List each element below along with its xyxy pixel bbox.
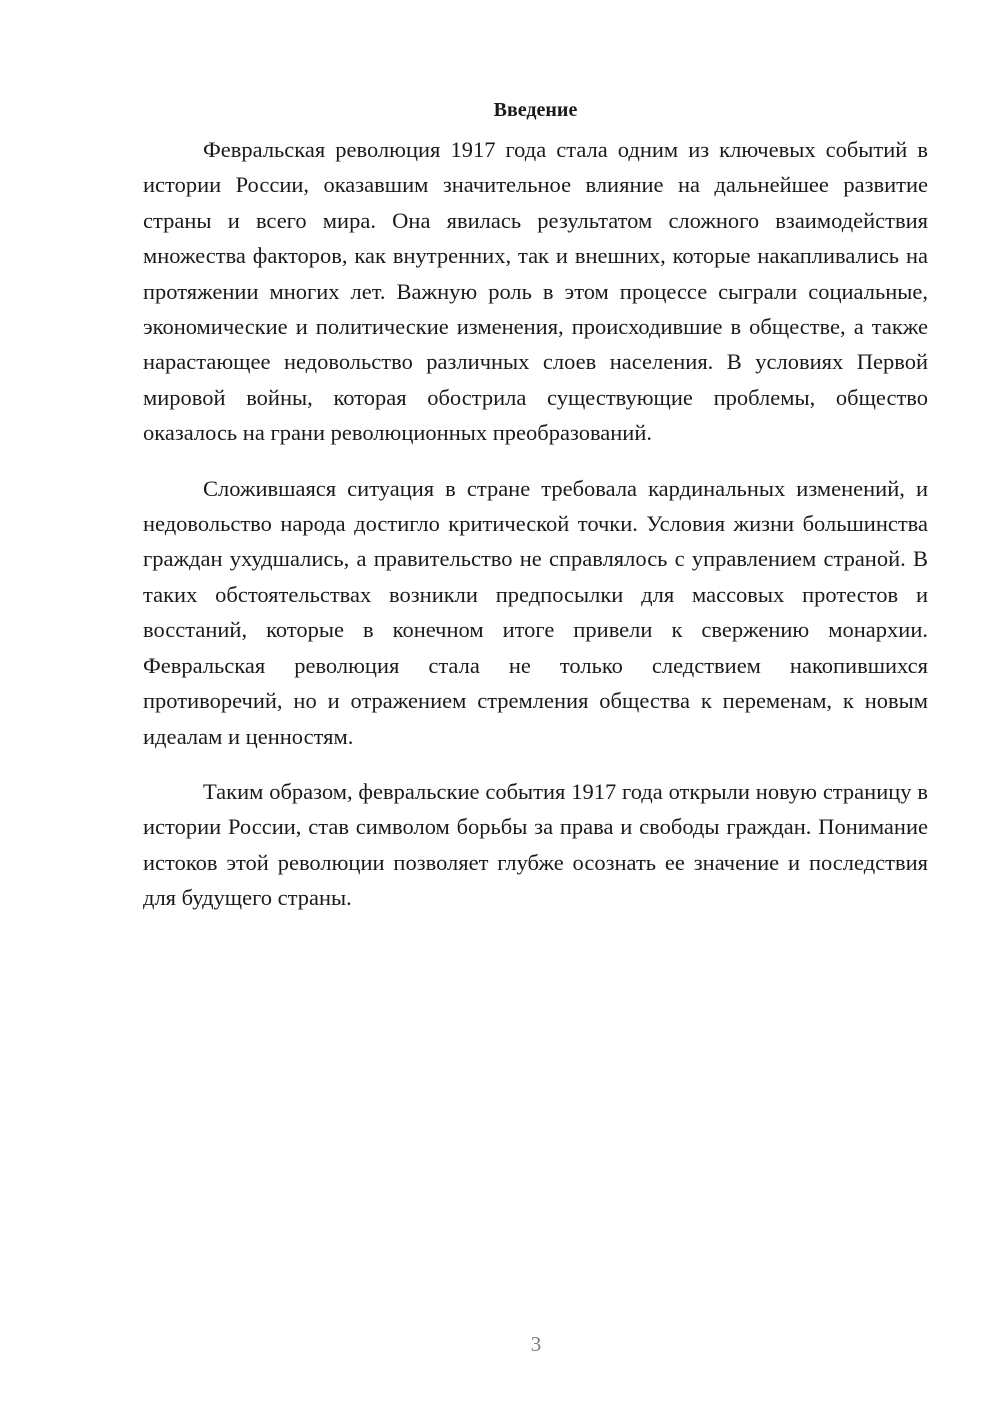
section-heading: Введение xyxy=(493,99,578,121)
paragraph-3: Таким образом, февральские события 1917 года открыли новую страницу в истории России, став символом борьбы за права и свободы граждан. Понимание истоков этой революции позволяет глубже осознать ее значение и последствия для будущего страны. xyxy=(143,778,928,911)
paragraph-1: Февральская революция 1917 года стала одним из ключевых событий в истории России, оказавшим значительное влияние на дальнейшее развитие страны и всего мира. Она явилась результатом сложного взаимодействия множества факторов, как внутренних, так и внешних, которые накапливались на протяжении многих лет. Важную роль в этом процессе сыграли социальные, экономические и политические изменения, происходившие в обществе, а также нарастающее недовольство различных слоев населения. В условиях Первой мировой войны, которая обострила существующие проблемы, общество оказалось на грани революционных преобразований. xyxy=(143,137,928,446)
page-number: 3 xyxy=(530,1332,542,1356)
document-body xyxy=(143,92,928,936)
paragraph-2: Сложившаяся ситуация в стране требовала кардинальных изменений, и недовольство народа достигло критической точки. Условия жизни большинства граждан ухудшались, а правительство не справлялось с управлением страной. В таких обстоятельствах возникли предпосылки для массовых протестов и восстаний, которые в конечном итоге привели к свержению монархии. Февральская революция стала не только следствием накопившихся противоречий, но и отражением стремления общества к переменам, к новым идеалам и ценностям. xyxy=(143,475,928,749)
